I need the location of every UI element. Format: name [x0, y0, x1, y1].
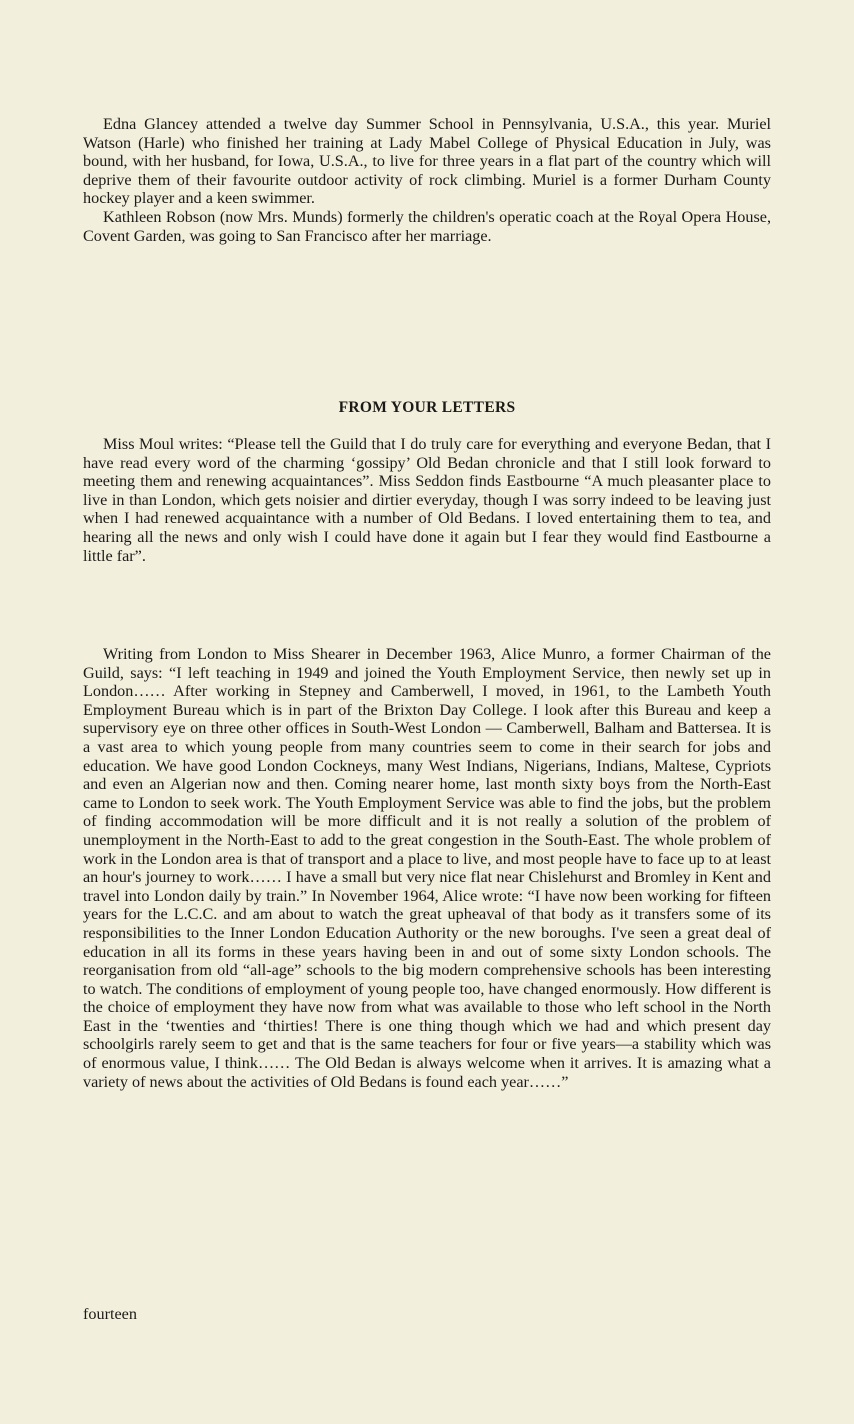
paragraph-alice-munro: Writing from London to Miss Shearer in December 1963, Alice Munro, a former Chairman of the Guild, says: “I left teaching in 1949 and joined the Youth Employment Service, then newly set up in London…… After working in Stepney and Camberwell, I moved, in 1961, to the Lambeth Youth Employment Bureau which is in part of the Brixton Day College. I look after this Bureau and keep a supervisory eye on three other offices in South-West London — Camberwell, Balham and Battersea. It is a vast area to which young people from many countries seem to come in their search for jobs and education. We have good London Cockneys, many West Indians, Nigerians, Indians, Maltese, Cypriots and even an Algerian now and then. Coming nearer home, last month sixty boys from the North-East came to London to seek work. The Youth Employment Service was able to find the jobs, but the problem of finding accommodation will be more difficult and it is not really a solution of the problem of unemployment in the North-East to add to the great congestion in the South-East. The whole problem of work in the London area is that of transport and a place to live, and most people have to face up to at least an hour's journey to work…… I have a small but very nice flat near Chislehurst and Bromley in Kent and travel into London daily by train.” In November 1964, Alice wrote: “I have now been working for fifteen years for the L.C.C. and am about to watch the great upheaval of that body as it transfers some of its responsibilities to the Inner London Education Authority or the new boroughs. I've seen a great deal of education in all its forms in these years having been in and out of some sixty London schools. The reorganisation from old “all-age” schools to the big modern comprehensive schools has been interesting to watch. The conditions of employment of young people too, have changed enormously. How different is the choice of employment they have now from what was available to those who left school in the North East in the ‘twenties and ‘thirties! There is one thing though which we had and which present day schoolgirls rarely seem to get and that is the same teachers for four or five years—a stability which was of enormous value, I think…… The Old Bedan is always welcome when it arrives. It is amazing what a variety of news about the activities of Old Bedans is found each year……”	[83, 645, 771, 1091]
paragraph-kathleen: Kathleen Robson (now Mrs. Munds) formerly the children's operatic coach at the Royal Opera House, Covent Garden, was going to San Francisco after her marriage.	[83, 207, 771, 245]
paragraph-moul-seddon: Miss Moul writes: “Please tell the Guild that I do truly care for everything and everyone Bedan, that I have read every word of the charming ‘gossipy’ Old Bedan chronicle and that I still look forward to meeting them and renewing acquaintances”. Miss Seddon finds Eastbourne “A much pleasanter place to live in than London, which gets noisier and dirtier everyday, though I was sorry indeed to be leaving just when I had renewed acquaintance with a number of Old Bedans. I loved entertaining them to tea, and hearing all the news and only wish I could have done it again but I fear they would find Eastbourne a little far”.	[83, 435, 771, 565]
letters-block-moul-seddon	[83, 435, 771, 565]
intro-news-block	[83, 115, 771, 245]
paragraph-edna-muriel: Edna Glancey attended a twelve day Summer School in Pennsylvania, U.S.A., this year. Muriel Watson (Harle) who finished her training at Lady Mabel College of Physical Education in July, was bound, with her husband, for Iowa, U.S.A., to live for three years in a flat part of the country which will deprive them of their favourite outdoor activity of rock climbing. Muriel is a former Durham County hockey player and a keen swimmer.	[83, 115, 771, 208]
letters-block-munro	[83, 645, 771, 1091]
page-number: fourteen	[83, 1305, 137, 1323]
section-heading: FROM YOUR LETTERS	[338, 399, 516, 416]
